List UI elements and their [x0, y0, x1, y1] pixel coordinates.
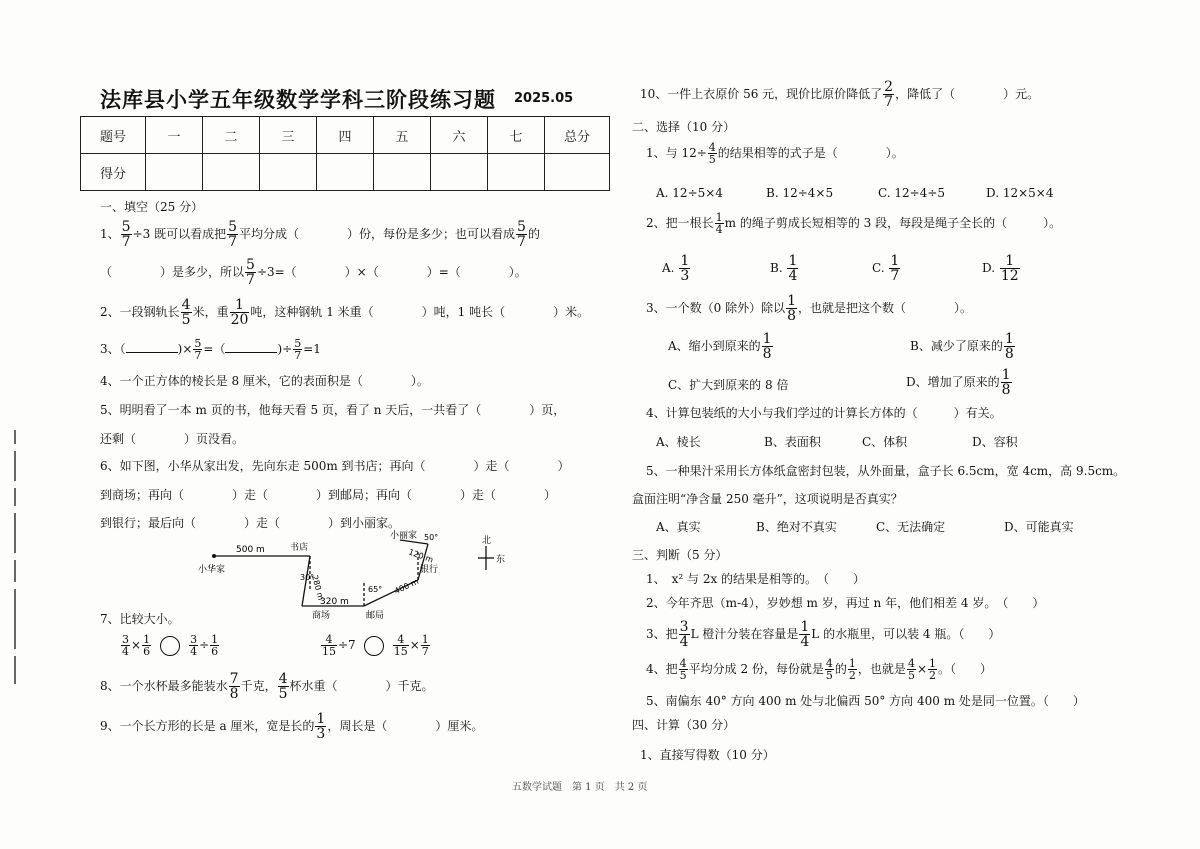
- text: A.: [662, 261, 675, 275]
- choice-3-option-a[interactable]: [668, 332, 774, 361]
- choice-5-line-1: 5、一种果汁采用长方体纸盒密封包装，从外面量，盒子长 6.5cm，宽 4cm，高 9.5cm。: [646, 464, 1126, 478]
- fraction: [227, 220, 238, 249]
- fraction: [679, 658, 688, 681]
- score-cell[interactable]: [146, 154, 203, 191]
- text: 3、把: [646, 627, 678, 641]
- den: 8: [787, 308, 797, 324]
- num: 4: [278, 671, 288, 687]
- fraction: [762, 332, 773, 361]
- den: 4: [122, 645, 129, 658]
- text: )÷: [277, 342, 293, 356]
- fraction: [293, 338, 302, 361]
- choice-2-option-d[interactable]: [982, 254, 1021, 283]
- judge-2: 2、今年齐思（m-4），岁妙想 m 岁，再过 n 年，他们相差 4 岁。 （ ）: [646, 596, 1045, 610]
- num: 4: [825, 657, 833, 670]
- fraction: [181, 298, 192, 327]
- text: D.: [982, 261, 996, 275]
- num: 1: [929, 657, 936, 670]
- map-label-bookstore: 书店: [290, 543, 309, 553]
- den: 4: [715, 223, 723, 236]
- fraction: [786, 294, 797, 323]
- map-label-mall: 商场: [312, 611, 331, 620]
- num: 1: [762, 331, 772, 347]
- question-10: [640, 80, 1039, 109]
- fraction: [121, 634, 130, 657]
- den: 5: [907, 669, 915, 682]
- den: 4: [800, 634, 810, 650]
- judge-4: [646, 658, 992, 681]
- text: 2、一段钢轨长: [100, 305, 180, 319]
- score-row-label: 得分: [81, 154, 146, 191]
- text: m 的绳子剪成长短相等的 3 段，每段是绳子全长的（ ）。: [724, 216, 1062, 230]
- num: 4: [679, 657, 687, 670]
- text: =1: [303, 342, 321, 356]
- choice-5-option-c[interactable]: C、无法确定: [876, 520, 946, 534]
- den: 6: [143, 645, 151, 658]
- compare-2: [320, 634, 431, 657]
- score-cell[interactable]: [317, 154, 374, 191]
- score-cell[interactable]: [488, 154, 545, 191]
- den: 7: [121, 234, 131, 250]
- num: 4: [393, 634, 409, 646]
- text: 9、一个长方形的长是 a 厘米，宽是长的: [100, 719, 315, 733]
- choice-3-option-b[interactable]: [910, 332, 1016, 361]
- num: 1: [1004, 331, 1014, 347]
- fraction: [210, 634, 219, 657]
- text: 10、一件上衣原价 56 元，现价比原价降低了: [640, 87, 883, 101]
- text: 的: [527, 227, 540, 241]
- den: 15: [393, 645, 408, 658]
- choice-1: [646, 142, 904, 165]
- den: 12: [1000, 268, 1019, 284]
- question-7: 7、比较大小。: [100, 612, 180, 626]
- num: 1: [848, 657, 856, 670]
- fraction: [142, 634, 151, 657]
- score-header-cell: 二: [203, 117, 260, 154]
- den: 8: [229, 686, 239, 702]
- text: 的结果相等的式子是（ ）。: [717, 146, 904, 160]
- map-label-320: 320 m: [320, 597, 349, 607]
- den: 7: [194, 349, 202, 362]
- score-cell[interactable]: [203, 154, 260, 191]
- map-label-50: 50°: [424, 533, 439, 542]
- fraction: [229, 672, 240, 701]
- judge-3: [646, 620, 1000, 649]
- num: 2: [884, 79, 894, 95]
- num: 3: [190, 633, 198, 646]
- page-footer: 五数学试题 第 1 页 共 2 页: [512, 782, 648, 793]
- den: 7: [884, 94, 894, 110]
- question-1-line-2: [100, 258, 527, 287]
- text: 吨，这种钢轨 1 米重（ ）吨，1 吨长（ ）米。: [250, 305, 590, 319]
- choice-2-option-c[interactable]: [872, 254, 901, 283]
- choice-2-option-a[interactable]: [662, 254, 691, 283]
- op: ÷7: [338, 638, 356, 652]
- text: 3、（: [100, 342, 126, 356]
- den: 5: [825, 669, 833, 682]
- fraction: [848, 658, 857, 681]
- den: 8: [1004, 346, 1014, 362]
- op: ÷: [199, 638, 210, 652]
- text: 米，重: [192, 305, 229, 319]
- num: 7: [229, 671, 239, 687]
- text: B.: [770, 261, 783, 275]
- den: 5: [708, 153, 716, 166]
- num: 4: [321, 634, 337, 646]
- question-9: [100, 712, 483, 741]
- map-label-120: 120 m: [407, 547, 435, 565]
- den: 4: [679, 634, 689, 650]
- fraction: [1000, 254, 1020, 283]
- fraction: [679, 254, 690, 283]
- choice-1-option-b[interactable]: B. 12÷4×5: [766, 186, 834, 200]
- den: 2: [929, 669, 936, 682]
- section-choice: 二、选择（10 分）: [632, 120, 736, 134]
- choice-5-option-b[interactable]: B、绝对不真实: [756, 520, 837, 534]
- exam-date: 2025.05: [514, 91, 574, 106]
- map-label-lili: 小丽家: [390, 531, 418, 541]
- den: 3: [316, 726, 326, 742]
- score-cell[interactable]: [431, 154, 488, 191]
- text: B、减少了原来的: [910, 339, 1003, 353]
- blank[interactable]: [126, 352, 178, 353]
- choice-3-option-c[interactable]: C、扩大到原来的 8 倍: [668, 378, 789, 392]
- choice-5-option-d[interactable]: D、可能真实: [1004, 520, 1074, 534]
- den: 7: [294, 349, 302, 362]
- section-judge: 三、判断（5 分）: [632, 548, 728, 562]
- fraction: [679, 620, 690, 649]
- num: 1: [680, 253, 690, 269]
- den: 5: [679, 669, 687, 682]
- num: 4: [708, 141, 716, 154]
- num: 5: [121, 219, 131, 235]
- choice-4-option-d[interactable]: D、容积: [972, 435, 1018, 449]
- question-8: [100, 672, 434, 701]
- fraction: [245, 258, 256, 287]
- fraction: [889, 254, 900, 283]
- fraction: [928, 658, 937, 681]
- compare-1: [120, 634, 220, 657]
- num: 1: [890, 253, 900, 269]
- score-header-cell: 三: [260, 117, 317, 154]
- score-cell[interactable]: [545, 154, 610, 191]
- text: 3、一个数（0 除外）除以: [646, 301, 786, 315]
- choice-3: [646, 294, 972, 323]
- choice-2-option-b[interactable]: [770, 254, 799, 283]
- fraction: [907, 658, 916, 681]
- score-header-cell: 六: [431, 117, 488, 154]
- question-6-line-3: 到银行；最后向（ ）走（ ）到小丽家。: [100, 516, 401, 530]
- num: 1: [421, 633, 429, 646]
- map-label-280: 280 m: [310, 574, 326, 602]
- fraction: [883, 80, 894, 109]
- den: 5: [278, 686, 288, 702]
- text: 。（ ）: [938, 662, 993, 676]
- text: ，也就是把这个数（ ）。: [798, 301, 973, 315]
- map-label-post: 邮局: [366, 611, 385, 620]
- map-label-30: 30°: [300, 573, 315, 582]
- choice-3-option-d[interactable]: [906, 368, 1013, 397]
- calc-1: 1、直接写得数（10 分）: [640, 748, 775, 762]
- fraction: [121, 220, 132, 249]
- map-label-home: 小华家: [198, 565, 226, 575]
- num: 4: [907, 657, 915, 670]
- num: 5: [194, 337, 202, 350]
- map-label-65: 65°: [368, 585, 383, 594]
- text: 千克，: [240, 679, 277, 693]
- section-calc: 四、计算（30 分）: [632, 718, 736, 732]
- num: 5: [517, 219, 526, 235]
- text: ，降低了（ ）元。: [895, 87, 1040, 101]
- text: 平均分成（ ）份，每份是多少；也可以看成: [239, 227, 516, 241]
- text: A、缩小到原来的: [668, 339, 761, 353]
- score-header-cell: 总分: [545, 117, 610, 154]
- den: 7: [246, 272, 255, 288]
- map-label-500: 500 m: [236, 545, 265, 555]
- text: L 的水瓶里，可以装 4 瓶。（ ）: [811, 627, 1001, 641]
- num: 1: [1001, 367, 1011, 383]
- question-5-line-1: 5、明明看了一本 m 页的书，他每天看 5 页，看了 n 天后，一共看了（ ）页，: [100, 403, 566, 417]
- binding-marks: [8, 430, 22, 790]
- fraction: [189, 634, 198, 657]
- den: 4: [788, 268, 798, 284]
- fraction: [321, 634, 337, 657]
- text: C.: [872, 261, 885, 275]
- text: 2、把一根长: [646, 216, 714, 230]
- num: 1: [1000, 254, 1020, 269]
- choice-2: [646, 212, 1061, 235]
- den: 5: [181, 312, 191, 328]
- compare-circle[interactable]: [364, 636, 384, 656]
- fraction: [516, 220, 527, 249]
- num: 1: [143, 633, 151, 646]
- question-6-line-2: 到商场；再向（ ）走（ ）到邮局；再向（ ）走（ ）: [100, 488, 557, 502]
- den: 7: [890, 268, 900, 284]
- route-map: [190, 530, 520, 620]
- score-header-cell: 五: [374, 117, 431, 154]
- text: 1、: [100, 227, 120, 241]
- score-header-cell: 一: [146, 117, 203, 154]
- map-label-400: 400 m: [393, 576, 421, 596]
- fraction: [1004, 332, 1015, 361]
- den: 8: [1001, 382, 1011, 398]
- map-label-north: 北: [482, 536, 492, 546]
- text: )×: [177, 342, 193, 356]
- score-cell[interactable]: [260, 154, 317, 191]
- section-fill-blank: 一、填空（25 分）: [100, 200, 204, 214]
- judge-5: 5、南偏东 40° 方向 400 m 处与北偏西 50° 方向 400 m 处是同一位置。（ ）: [646, 694, 1085, 708]
- fraction: [715, 212, 724, 235]
- choice-1-option-d[interactable]: D. 12×5×4: [986, 186, 1054, 200]
- score-value-row: [81, 154, 610, 191]
- den: 15: [322, 645, 336, 658]
- score-header-row: [81, 117, 610, 154]
- text: 4、把: [646, 662, 678, 676]
- text: 平均分成 2 份，每份就是: [688, 662, 824, 676]
- den: 3: [680, 268, 690, 284]
- map-label-east: 东: [496, 555, 506, 565]
- choice-4-option-b[interactable]: B、表面积: [764, 435, 821, 449]
- op: ×: [409, 638, 420, 652]
- question-4: 4、一个正方体的棱长是 8 厘米，它的表面积是（ ）。: [100, 374, 429, 388]
- fraction: [787, 254, 798, 283]
- num: 5: [294, 337, 302, 350]
- blank[interactable]: [225, 352, 277, 353]
- fraction: [315, 712, 326, 741]
- question-6-line-1: 6、如下图，小华从家出发，先向东走 500m 到书店；再向（ ）走（ ）: [100, 459, 570, 473]
- judge-1: 1、 x² 与 2x 的结果是相等的。 （ ）: [646, 572, 866, 586]
- den: 20: [230, 312, 249, 328]
- question-3: [100, 338, 321, 361]
- num: 5: [228, 219, 237, 235]
- den: 7: [517, 234, 526, 250]
- question-1-line-1: [100, 220, 540, 249]
- choice-1-option-c[interactable]: C. 12÷4÷5: [878, 186, 946, 200]
- choice-4-option-c[interactable]: C、体积: [862, 435, 908, 449]
- text: 8、一个水杯最多能装水: [100, 679, 228, 693]
- den: 2: [848, 669, 856, 682]
- fraction: [1001, 368, 1012, 397]
- question-2: [100, 298, 589, 327]
- op: ×: [131, 638, 142, 652]
- score-table: [80, 116, 610, 191]
- question-5-line-2: 还剩（ ）页没看。: [100, 432, 245, 446]
- choice-4-option-a[interactable]: A、棱长: [656, 435, 701, 449]
- score-header-cell: 七: [488, 117, 545, 154]
- num: 1: [800, 619, 810, 635]
- num: 3: [122, 633, 129, 646]
- map-label-bank: 银行: [420, 565, 439, 575]
- op: ×: [916, 662, 927, 676]
- num: 1: [715, 211, 723, 224]
- den: 7: [228, 234, 237, 250]
- num: 1: [230, 298, 250, 313]
- text: （ ）是多少，所以: [100, 265, 245, 279]
- num: 1: [211, 633, 219, 646]
- num: 4: [181, 297, 191, 313]
- num: 1: [787, 293, 797, 309]
- fraction: [278, 672, 289, 701]
- compare-circle[interactable]: [160, 636, 180, 656]
- text: 杯水重（ ）千克。: [289, 679, 434, 693]
- fraction: [393, 634, 409, 657]
- text: L 橙汁分装在容量是: [690, 627, 799, 641]
- text: ，也就是: [857, 662, 906, 676]
- den: 6: [211, 645, 219, 658]
- text: ÷3=（ ）×（ ）=（ ）。: [256, 265, 527, 279]
- fraction: [193, 338, 202, 361]
- choice-1-option-a[interactable]: A. 12÷5×4: [656, 186, 723, 200]
- text: ÷3 既可以看成把: [132, 227, 227, 241]
- score-cell[interactable]: [374, 154, 431, 191]
- num: 3: [679, 619, 689, 635]
- num: 1: [316, 711, 326, 727]
- fraction: [799, 620, 810, 649]
- score-header-cell: 题号: [81, 117, 146, 154]
- choice-5-option-a[interactable]: A、真实: [656, 520, 701, 534]
- den: 8: [762, 346, 772, 362]
- score-header-cell: 四: [317, 117, 374, 154]
- text: ，周长是（ ）厘米。: [327, 719, 484, 733]
- den: 4: [190, 645, 198, 658]
- page-title: 法库县小学五年级数学学科三阶段练习题: [100, 88, 496, 112]
- fraction: [708, 142, 717, 165]
- fraction: [230, 298, 250, 327]
- choice-5-line-2: 盒面注明“净含量 250 毫升”，这项说明是否真实？: [632, 492, 903, 506]
- choice-4: 4、计算包装纸的大小与我们学过的计算长方体的（ ）有关。: [646, 406, 1002, 420]
- num: 5: [246, 257, 255, 273]
- den: 7: [421, 645, 429, 658]
- text: D、增加了原来的: [906, 375, 1000, 389]
- num: 1: [788, 253, 798, 269]
- fraction: [825, 658, 834, 681]
- text: 的: [834, 662, 847, 676]
- fraction: [421, 634, 430, 657]
- text: =（: [203, 342, 226, 356]
- text: 1、与 12÷: [646, 146, 707, 160]
